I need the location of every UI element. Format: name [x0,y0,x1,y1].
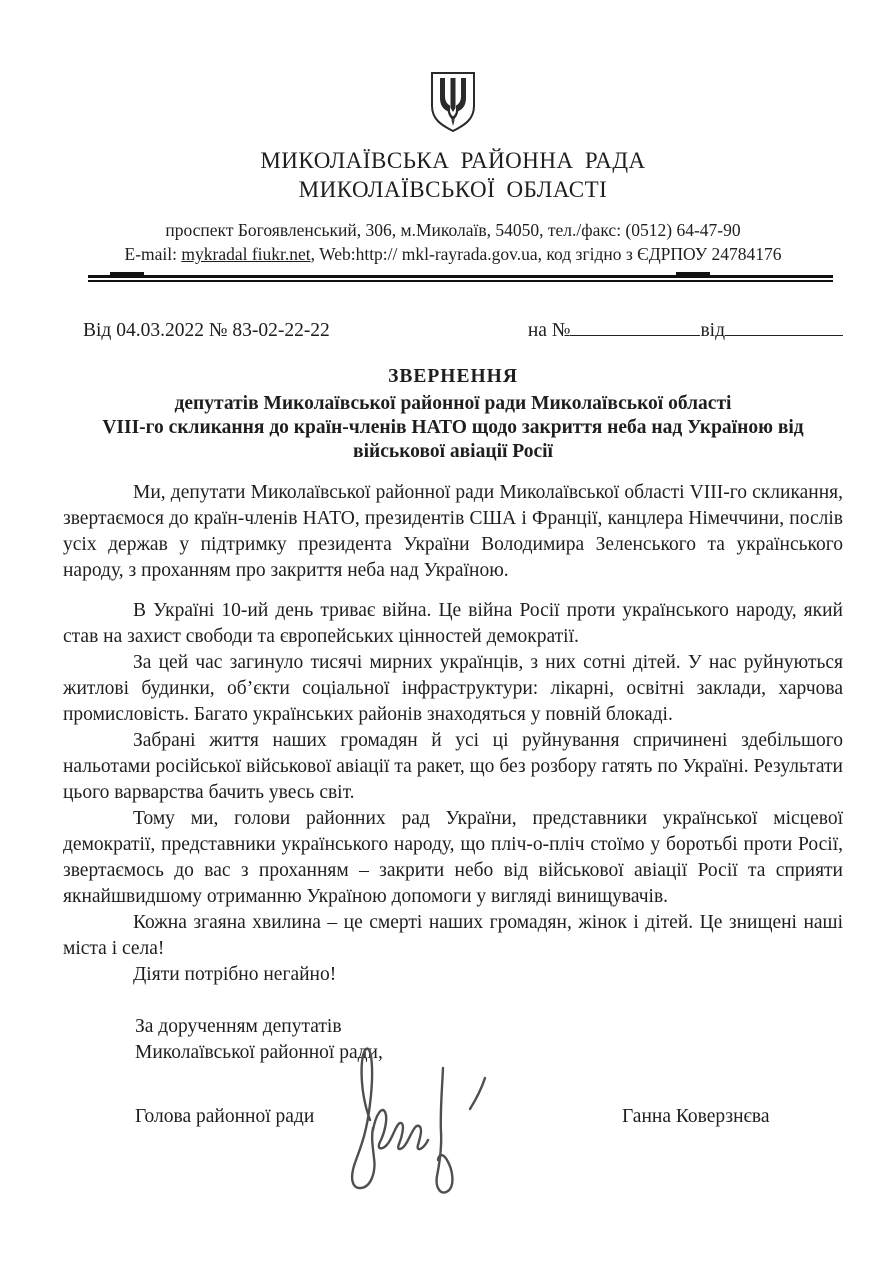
letterhead-divider-rule [88,275,833,284]
rule-dash-left [110,272,144,277]
rule-line-bottom [88,280,833,282]
address-line: проспект Богоявленський, 306, м.Миколаїв, 54050, тел./факс: (0512) 64-47-90 [165,220,741,240]
document-title-line2: VIII-го скликання до країн-членів НАТО щодо закриття неба над Україною від військової авіації Росії [102,417,804,462]
handwritten-signature [335,1038,515,1218]
letter-content [63,0,843,1134]
paragraph: Тому ми, голови районних рад України, представники української місцевої демократії, представники українського народу, що пліч-о-пліч стоїмо у боротьбі проти Росії, звертаємось до вас з проханням – закрити небо від військової авіації Росії та сприяти якнайшвидшому отриманню Україною допомоги у вигляді винищувачів. [63,808,843,907]
contact-rest: , Web:http:// mkl-rayrada.gov.ua, код згідно з ЄДРПОУ 24784176 [310,244,782,264]
document-title-line1: депутатів Миколаївської районної ради Миколаївської області [174,393,732,414]
document-title-block [63,365,843,464]
paragraph: Кожна згаяна хвилина – це смерті наших громадян, жінок і дітей. Це знищені наші міста і села! [63,912,843,959]
email-label: E-mail: [124,244,177,264]
org-name-line2: МИКОЛАЇВСЬКОЇ ОБЛАСТІ [298,177,608,202]
paragraph: Забрані життя наших громадян й усі ці руйнування спричинені здебільшого нальотами російської військової авіації та ракет, що без розбору гатять по Україні. Результати цього варварства бачить увесь світ. [63,730,843,803]
authorization-line1: За дорученням депутатів [135,1016,342,1037]
incoming-number-blank [570,316,700,336]
org-name-line1: МИКОЛАЇВСЬКА РАЙОННА РАДА [260,148,646,173]
address-block [63,218,843,266]
rule-line-top [88,275,833,278]
signatory-position: Голова районної ради [135,1106,315,1127]
paragraph: Ми, депутати Миколаївської районної ради Миколаївської області VIII-го скликання, звертаємося до країн-членів НАТО, президентів США і Франції, канцлера Німеччини, послів усіх держав у підтримку президента України Володимира Зеленського та українського народу, з проханням про закриття неба над Україною. [63,482,843,581]
incoming-date-label: від [700,320,725,341]
email-address: mykradal fiukr.net [181,244,311,264]
document-title-heading: ЗВЕРНЕННЯ [388,366,518,387]
authorization-line2: Миколаївської районної ради, [135,1042,383,1063]
letterhead-emblem-area [63,0,843,139]
contact-line [63,242,843,266]
paragraph: За цей час загинуло тисячі мирних українців, з них сотні дітей. У нас руйнуються житлові будинки, об’єкти соціальної інфраструктури: лікарні, освітні заклади, харчова промисловість. Багато українських районів знаходяться у повній блокаді. [63,652,843,725]
incoming-reference [528,316,843,343]
outgoing-reference: Від 04.03.2022 № 83-02-22-22 [83,320,330,341]
reference-row [63,316,843,343]
incoming-date-blank [725,316,843,336]
paragraph: В Україні 10-ий день триває війна. Це війна Росії проти українського народу, який став на захист свободи та європейських цінностей демократії. [63,600,843,647]
signatory-name: Ганна Коверзнєва [622,1106,770,1127]
paragraph: Діяти потрібно негайно! [133,964,337,985]
rule-dash-right [676,272,710,277]
letter-body [63,480,843,988]
ukraine-trident-emblem-icon [428,70,478,134]
incoming-number-label: на № [527,320,571,341]
